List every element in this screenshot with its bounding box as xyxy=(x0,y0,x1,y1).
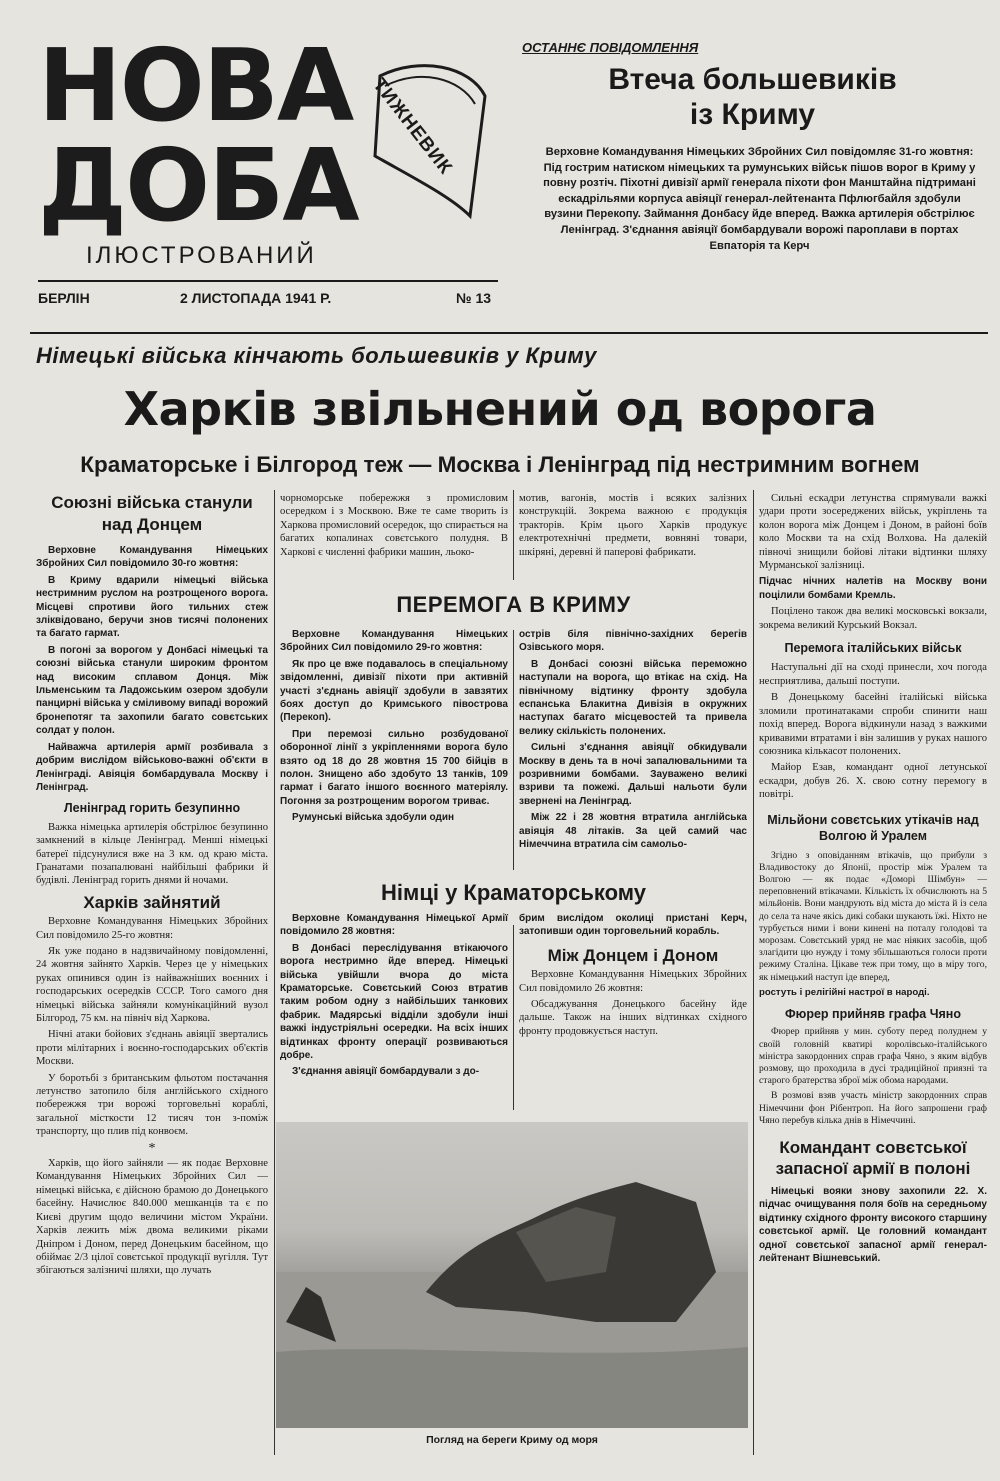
crimea-p1: Верховне Командування Німецьких Збройних Сил повідомило 29-го жовтня: xyxy=(280,629,508,654)
coast-cliffs-image xyxy=(276,1122,748,1428)
crimea-p7: Сильні з'єднання авіяції обкидували Москву в день та в ночі запалювальними та розривними бомбами. Зауважено великі взриви та пожежі. Дальші нальоти були звернені на Ленінград. xyxy=(519,742,747,807)
main-headline: Харків звільнений од ворога xyxy=(123,382,877,436)
section-star: * xyxy=(148,1140,156,1156)
latest-news xyxy=(520,40,985,300)
donets-p1: Верховне Командування Німецьких Збройних Сил повідомило 26 жовтня: xyxy=(519,969,747,994)
crimea-p6: В Донбасі союзні війська переможно наступали на ворога, що втікає на схід. На північному відтинку фронту здобула еспанська Блакитна Дивізія в окружних наступах багато місцевостей та привела велику скількість полонених. xyxy=(519,658,747,737)
kharkiv-continuation-right xyxy=(519,492,747,562)
masthead-ribbon-label: ТИЖНЕВИК xyxy=(368,74,457,179)
heading-commander-captured: Командант совєтської запасної армії в полоні xyxy=(775,1138,971,1178)
col4-p2: Поцілено також два великі московські вокзали, зокрема великий Курський Вокзал. xyxy=(759,606,987,631)
crimea-col-left xyxy=(280,628,508,828)
kramatorsk-p4: брим вислідом околиці пристані Керч, затопивши один торговельний корабль. xyxy=(519,913,747,938)
heading-allied-troops: Союзні війська станули над Донцем xyxy=(51,493,253,534)
top-rule xyxy=(30,332,988,334)
col1-p3: В погоні за ворогом у Донбасі німецькі та союзні війська станули широким фронтом над високим сплавом Донця. Між Ільменським та Ладожським озером здобули панцирні війська у сміливому випаді ворожий бронепотяг та захопили багато совєтських солдат у полон. xyxy=(36,644,268,737)
col4-p1: Сильні ескадри летунства спрямували важкі удари проти зосереджених військ, укріплень та колон ворога між Донцем і Доном, в районі боїв коло Москви та на схід Волхова. На далекій півночі знищили бойові літаки відтинки шляху Мурманської залізниці. xyxy=(759,493,987,572)
col4-p1b: Підчас нічних налетів на Москву вони поцілили бомбами Кремль. xyxy=(759,576,987,601)
heading-between-donets-don: Між Донцем і Доном xyxy=(547,945,719,965)
photo-caption: Погляд на береги Криму од моря xyxy=(426,1434,598,1446)
col1-p10: Харків, що його зайняли — як подає Верховне Командування Німецьких Збройних Сил — німецькі війська, є дійсною брамою до Донецького басейну. Начислює 840.000 мешканців та є по Києві другим щодо величини містом України. Харків лежить між двома великими ріками Дніпром і Доном, перед Донецьким басейном, що обіймає 2/3 цілої совєтської продукції вугілля. Тут збігаються залізничі шляхи, що лучать xyxy=(36,1158,268,1277)
heading-kharkiv-taken: Харків зайнятий xyxy=(83,892,221,912)
latest-headline-1: Втеча большевиків xyxy=(608,63,897,96)
latest-kicker: ОСТАННЄ ПОВІДОМЛЕННЯ xyxy=(522,40,699,55)
crimea-p4: Румунські війська здобули один xyxy=(292,812,455,824)
heading-fuhrer-ciano: Фюрер прийняв графа Чяно xyxy=(784,1006,961,1021)
latest-headline-2: із Криму xyxy=(689,98,816,131)
crimea-col-right xyxy=(519,628,747,855)
main-subheadline: Краматорське і Білгород теж — Москва і Ленінград під нестримним вогнем xyxy=(80,452,920,477)
crimea-p8: Між 22 і 28 жовтня втратила англійська авіяція 48 літаків. За цей самий час Німеччина втратила сім самольо- xyxy=(519,812,747,851)
masthead-rule xyxy=(38,280,498,282)
masthead-date: 2 ЛИСТОПАДА 1941 Р. xyxy=(180,290,332,306)
col1-p1: Верховне Командування Німецьких Збройних Сил повідомило 30-го жовтня: xyxy=(36,545,268,570)
top-mid-left-text: чорноморське побережжя з промисловим осередком і з Москвою. Вже те саме творить із Харкова промисловий осередок, що спирається на багатих копалинах совєтського полудня. В Харкові є численні фабрики машин, льоко- xyxy=(280,493,508,558)
kramatorsk-p2: В Донбасі переслідування втікаючого ворога нестримно йде вперед. Німецькі війська увійшли вчора до міста Краматорське. Совєтський Союз втратив таким робом одну з найбільших танкових фабрик. Мадярські відділи здобули інші важкі індустріяльні осередки. На всіх інших відтинках фронту операції розвиваються добре. xyxy=(280,942,508,1062)
col1-p8: Нічні атаки бойових з'єднань авіяції звертались проти мілітарних і воєнно-господарських об'єктів Москви. xyxy=(36,1029,268,1068)
col4-p6: Згідно з оповіданням втікачів, що прибули з Владивостоку до Японії, простір між Уралем та Волгою — як подає «Доморі Шімбун» — переповнений втікачами. Кількість їх обчислюють на 5 мільйонів. Вони мандрують від міста до міста й із села до села та наче якісь дикі собаки шукають їжі. Ніхто не турбується ними і вони кинені на поталу голодові та морозам. Совєтський уряд не має ніяких засобів, щоб злагідити цю нужду і тому збільшаються голоси проти режиму Сталіна. Цікаве теж при тому, що в міру того, як німецький наступ іде вперед, xyxy=(759,849,987,983)
heading-leningrad-burns: Ленінград горить безупинно xyxy=(63,801,241,816)
col1-p5: Важка німецька артилерія обстрілює безупинно замкнений в кільце Ленінград. Менші німецькі батереї підсунулися вже на 3 км. од краю міста. Гранатами позапалювані найбільші фабрики й будівлі. Ленінград горить днями й ночами. xyxy=(36,821,268,887)
col4-p9: Німецькі вояки знову захопили 22. Х. підчас очищування поля боїв на середньому відтинку східного фронту високого старшину совєтської армії. Це головний командант одної совєтської запасної армії генерал-лейтенант Вішневський. xyxy=(759,1186,987,1265)
col1-p6: Верховне Командування Німецьких Збройних Сил повідомило 25-го жовтня: xyxy=(36,916,268,941)
masthead-ribbon xyxy=(360,56,490,236)
column-rule-3 xyxy=(753,490,754,1455)
masthead-title-line2: ДОБА xyxy=(38,127,358,244)
kramatorsk-col-right xyxy=(519,912,747,1041)
col1-p4: Найважча артилерія армії розбивала з добрим вислідом військово-важні об'єкти в Ленінграді. Авіяція бомбардувала Москву і Ленінград. xyxy=(36,741,268,793)
col1-p9: У боротьбі з британським фльотом постачання летунство затопило біля англійського східного побережжя три ворожі торговельні кораблі, загальної місткости 12 тисяч тон з-поміж транспорту, що плив під конвоєм. xyxy=(36,1072,268,1138)
crimea-p5: острів біля північно-західних берегів Озівського моря. xyxy=(519,629,747,654)
masthead-issue: № 13 xyxy=(456,290,492,306)
col4-p7: Фюрер прийняв у мин. суботу перед полуднем у своїй головній кватирі королівсько-італійського міністра закордонних справ графа Чяно, з яким відбув розмову, що проходила в дусі традиційної приязні та старого братерства зброї між обома народами. xyxy=(759,1026,987,1087)
column-rule-2 xyxy=(513,490,514,580)
main-kicker: Німецькі війська кінчають большевиків у Криму xyxy=(36,343,597,368)
latest-text: Верховне Командування Німецьких Збройних Сил повідомляє 31-го жовтня: Під гострим натиском німецьких та румунських військ пішов ворог в Криму у повну розтіч. Піхотні дивізії армії генерала піхоти фон Манштайна підтримані ескадрільями корпуса авіяції генерал-лейтенанта Пфлюгбайля здобули вузини Перекопу. Займання Донбасу йде вперед. Важка артилерія обстрілює Ленінград. З'єднання авіяції бомбардували ворожі пароплави в портах Евпаторія та Керч xyxy=(543,146,976,252)
kharkiv-continuation-left xyxy=(280,492,508,562)
crimea-coast-photo xyxy=(276,1122,748,1428)
column-rule-5 xyxy=(513,925,514,1110)
kramatorsk-p1: Верховне Командування Німецької Армії повідомило 28 жовтня: xyxy=(280,913,508,938)
kramatorsk-p3: З'єднання авіяції бомбардували з до- xyxy=(292,1066,480,1078)
column-rule-4 xyxy=(513,630,514,870)
heading-italian-victory: Перемога італійських військ xyxy=(784,641,962,656)
masthead-title-line1: НОВА xyxy=(38,27,353,144)
crimea-headline: ПЕРЕМОГА В КРИМУ xyxy=(396,592,631,617)
masthead xyxy=(30,27,500,316)
column-rule-1 xyxy=(274,490,275,1455)
crimea-p2: Як про це вже подавалось в спеціальному звідомленні, дивізії піхоти при активній участі з'єднань авіяції здобули в завзятих боях доступ до Кримського півострова (Перекоп). xyxy=(280,658,508,724)
crimea-p3: При перемозі сильно розбудованої оборонної лінії з укріпленнями ворога було взято од 18 до 28 жовтня 15 700 бійців в полон. Знищено або здобуто 13 танків, 109 гармат і багато іншого воєнного матеріялу. Погоння за розтрощеним ворогом триває. xyxy=(280,728,508,807)
col4-p5: Майор Езав, командант одної летунської ескадри, добув 26. Х. свою сотну перемогу в повітрі. xyxy=(759,762,987,801)
col1-p2: В Криму вдарили німецькі війська нестримним руслом на розтрощеного ворога. Місцеві спротиви його тильних стеж зліквідовано, беручи знов тисячі полонених та багато гармат. xyxy=(36,574,268,640)
heading-refugees: Мільйони совєтських утікачів над Волгою й Уралем xyxy=(767,812,979,843)
col4-p8: В розмові взяв участь міністр закордонних справ Німеччини фон Рібентроп. На його запрошени граф Чяно перебув кілька днів в Німеччині. xyxy=(759,1090,987,1126)
kramatorsk-col-left xyxy=(280,912,508,1082)
masthead-subtitle: ІЛЮСТРОВАНИЙ xyxy=(86,242,317,269)
col1-p7: Як уже подано в надзвичайному повідомленні, 24 жовтня зайнято Харків. Через це у німецьких руках опинився один із найважніших воєнних і господарських осередків СССР. Того самого дня німецькі війська зайняли комунікаційний вузол Білгород, 75 км. на північ від Харкова. xyxy=(36,945,268,1024)
col4-p6b: ростуть і релігійні настрої в народі. xyxy=(759,986,930,998)
kramatorsk-headline: Німці у Краматорському xyxy=(381,880,646,905)
masthead-city: БЕРЛІН xyxy=(38,290,90,306)
col4-p4: В Донецькому басейні італійські війська зломили протинатаками спроби спинити наш похід вперед. Ворога відкинули назад з важкими кривавими втратами і він залишив у руках нашого союзника кількасот полонених. xyxy=(759,692,987,757)
donets-p2: Обсаджування Донецького басейну йде дальше. Також на інших відтинках східного фронту продовжується наступ. xyxy=(519,999,747,1037)
top-mid-right-text: мотив, вагонів, мостів і всяких залізних конструкцій. Зокрема важною є продукція тракторів. Крім цього Харків продукує електротехнічні предмети, вовняні товари, шкіряні, деревні й паперові фабрикати. xyxy=(519,493,747,558)
column-4 xyxy=(759,492,987,1268)
column-1 xyxy=(36,492,268,1281)
col4-p3: Наступальні дії на сході принесли, хоч погода несприятлива, дальші поступи. xyxy=(759,662,987,687)
